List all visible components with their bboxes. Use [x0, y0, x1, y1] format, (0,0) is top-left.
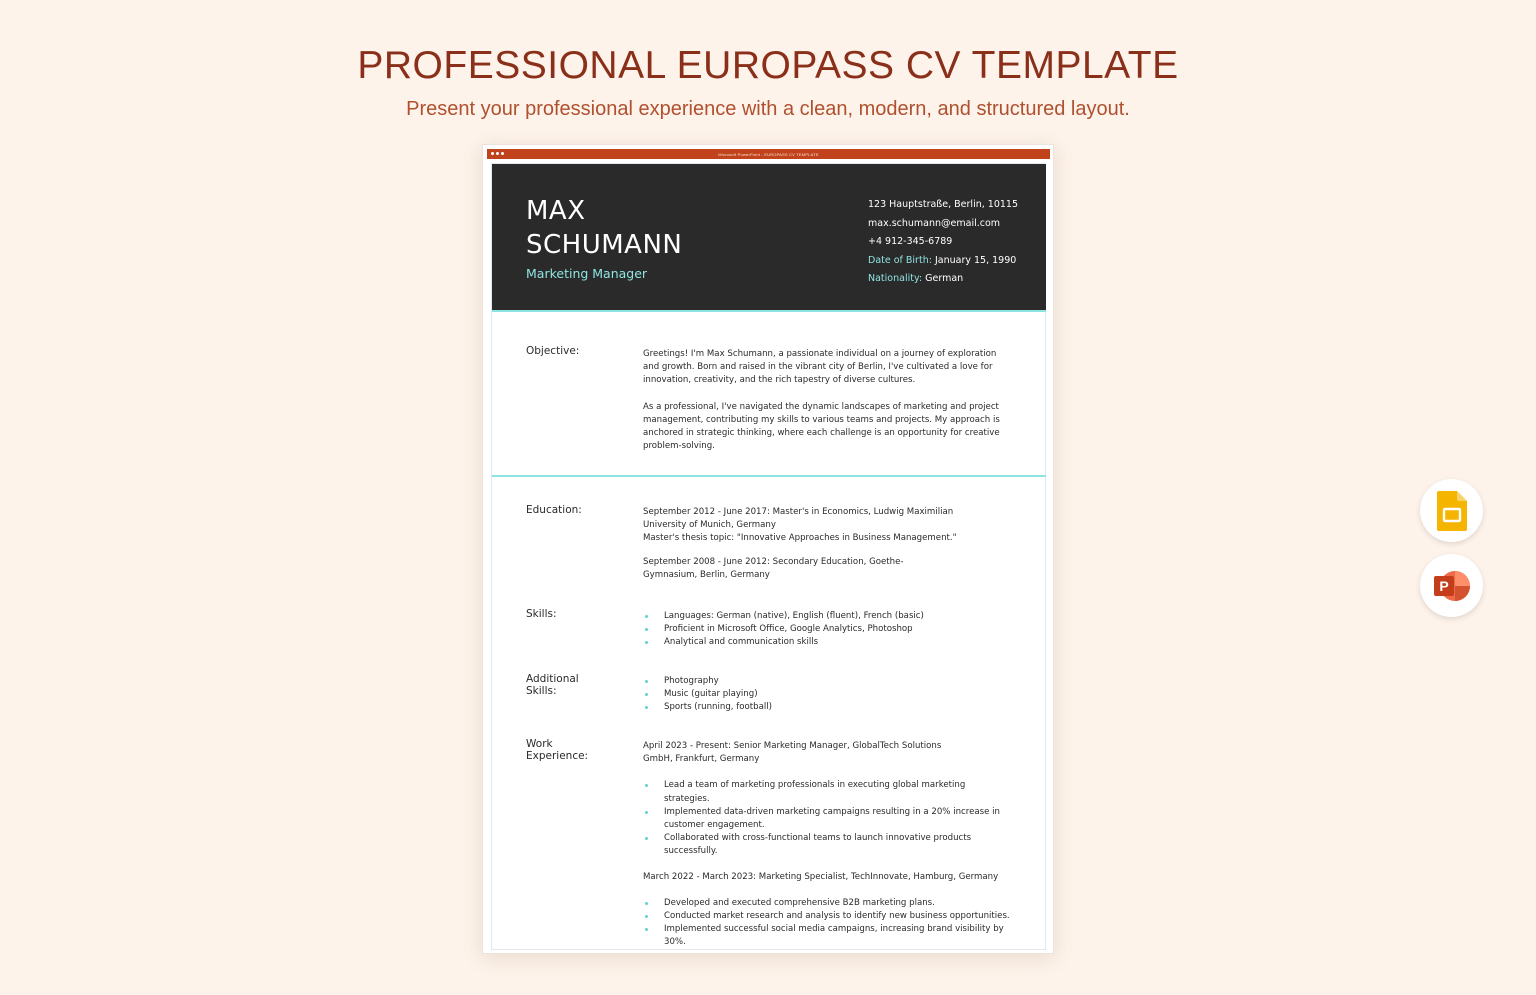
- job-duties: [643, 779, 1003, 858]
- work-label-line: Work: [526, 738, 553, 750]
- list-item: Implemented successful social media campaigns, increasing brand visibility by 30%.: [643, 923, 1023, 949]
- list-item: Proficient in Microsoft Office, Google Analytics, Photoshop: [643, 623, 1023, 636]
- list-item: Conducted market research and analysis to identify new business opportunities.: [643, 910, 1023, 923]
- contact-dob: [868, 252, 1018, 271]
- window-titlebar: [487, 149, 1050, 159]
- section-divider: [492, 475, 1046, 477]
- list-item: Developed and executed comprehensive B2B marketing plans.: [643, 897, 1023, 910]
- skills-label: Skills:: [526, 608, 557, 620]
- objective-label: Objective:: [526, 345, 580, 357]
- cv-role: Marketing Manager: [526, 266, 648, 281]
- additional-skills-list: [643, 675, 1023, 715]
- objective-paragraph: Greetings! I'm Max Schumann, a passionate individual on a journey of exploration and growth. Born and raised in the vibrant city of Berlin, I've cultivated a love for innovation, creativity, and the rich tapestry of diverse cultures.: [643, 349, 997, 386]
- cv-name-first: MAX: [526, 196, 586, 226]
- objective-paragraph: As a professional, I've navigated the dynamic landscapes of marketing and project management, contributing my skills to various teams and projects. My approach is anchored in strategic thinking, where each challenge is an opportunity for creative problem-solving.: [643, 401, 1000, 452]
- contact-block: [868, 196, 1018, 289]
- cv-name: [526, 194, 786, 262]
- job-title: March 2022 - March 2023: Marketing Specialist, TechInnovate, Hamburg, Germany: [643, 871, 999, 882]
- education-body: [643, 506, 983, 582]
- svg-text:P: P: [1438, 577, 1449, 594]
- google-slides-icon: [1437, 491, 1467, 531]
- education-label: Education:: [526, 504, 582, 516]
- window-controls: [491, 152, 504, 155]
- list-item: Music (guitar playing): [643, 688, 1023, 701]
- page-title: PROFESSIONAL EUROPASS CV TEMPLATE: [357, 44, 1179, 87]
- page-subtitle: Present your professional experience with a clean, modern, and structured layout.: [406, 98, 1130, 120]
- cv-name-last: SCHUMANN: [526, 230, 683, 260]
- list-item: Sports (running, football): [643, 701, 1023, 714]
- work-experience-body: [643, 740, 1023, 962]
- contact-nationality: [868, 270, 1018, 289]
- list-item: Lead a team of marketing professionals in executing global marketing strategies.: [643, 779, 1003, 805]
- list-item: Languages: German (native), English (fluent), French (basic): [643, 610, 1023, 623]
- job-title: April 2023 - Present: Senior Marketing Manager, GlobalTech Solutions GmbH, Frankfurt, Germany: [643, 741, 942, 765]
- additional-skills-label: [526, 673, 579, 697]
- objective-body: [643, 348, 1009, 466]
- additional-skills-body: [643, 675, 1023, 727]
- contact-address: 123 Hauptstraße, Berlin, 10115: [868, 199, 1018, 210]
- list-item: Photography: [643, 675, 1023, 688]
- cv-page: [491, 163, 1046, 950]
- work-experience-label: [526, 738, 588, 762]
- education-entry: September 2012 - June 2017: Master's in Economics, Ludwig Maximilian University of Munich, Germany: [643, 507, 954, 531]
- list-item: Collaborated with cross-functional teams to launch innovative products successfully.: [643, 832, 1003, 858]
- powerpoint-icon: [1433, 569, 1471, 603]
- education-thesis: Master's thesis topic: "Innovative Approaches in Business Management.": [643, 533, 957, 544]
- list-item: Analytical and communication skills: [643, 636, 1023, 649]
- skills-list: [643, 610, 1023, 650]
- dob-label: Date of Birth:: [868, 254, 932, 266]
- window-title: Microsoft PowerPoint - EUROPASS CV TEMPLATE: [718, 151, 819, 157]
- nationality-label: Nationality:: [868, 273, 923, 284]
- additional-skills-label-line: Skills:: [526, 685, 557, 697]
- additional-skills-label-line: Additional: [526, 673, 579, 685]
- google-slides-button[interactable]: [1420, 479, 1483, 542]
- contact-email: max.schumann@email.com: [868, 217, 1001, 229]
- dob-value: January 15, 1990: [934, 254, 1017, 266]
- document-preview[interactable]: [482, 144, 1054, 954]
- nationality-value: German: [925, 273, 964, 284]
- skills-body: [643, 610, 1023, 662]
- job-duties: [643, 897, 1023, 950]
- cv-header: [492, 164, 1046, 312]
- list-item: Implemented data-driven marketing campaigns resulting in a 20% increase in customer engagement.: [643, 806, 1003, 832]
- work-label-line: Experience:: [526, 750, 589, 762]
- powerpoint-button[interactable]: [1420, 554, 1483, 617]
- contact-phone: +4 912-345-6789: [868, 236, 953, 247]
- education-entry: September 2008 - June 2012: Secondary Education, Goethe-Gymnasium, Berlin, Germany: [643, 556, 904, 580]
